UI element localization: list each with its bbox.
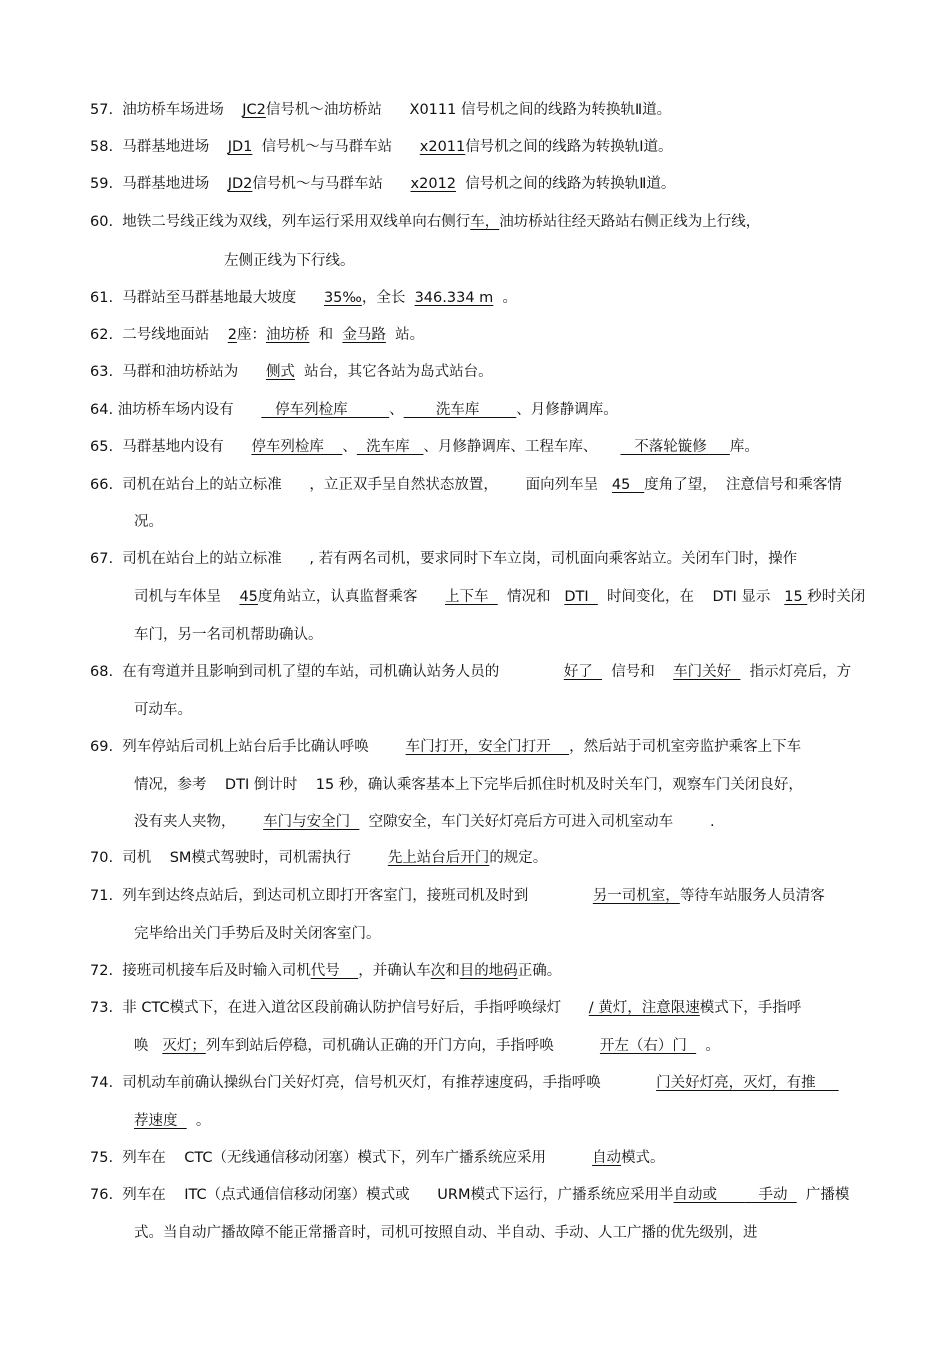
item-70: 70. 司机 SM模式驾驶时，司机需执行 先上站台后开门的规定。 [90, 850, 548, 866]
item-59: 59. 马群基地进场 JD2信号机～与马群车站 x2012 信号机之间的线路为转换轨Ⅱ道。 [90, 176, 676, 192]
item-61: 61. 马群站至马群基地最大坡度 35‰，全长 346.334 m 。 [90, 290, 517, 306]
item-69: 69. 列车停站后司机上站台后手比确认呼唤 车门打开，安全门打开 ，然后站于司机室旁监护乘客上下车 [90, 739, 802, 755]
item-76: 76. 列车在 ITC（点式通信信移动闭塞）模式或 URM模式下运行，广播系统应采用半自动或 手动 广播模 [90, 1187, 850, 1203]
item-66-cont: 况。 [134, 514, 163, 530]
item-69-cont: 情况，参考 DTI 倒计时 15 秒，确认乘客基本上下完毕后抓住时机及时关车门，观察车门关闭良好， [134, 777, 803, 793]
item-74: 74. 司机动车前确认操纵台门关好灯亮，信号机灭灯，有推荐速度码，手指呼唤 门关好灯亮，灭灯，有推 [90, 1075, 839, 1091]
item-74-cont: 荐速度 。 [134, 1113, 211, 1129]
item-73: 73. 非 CTC模式下，在进入道岔区段前确认防护信号好后，手指呼唤绿灯 / 黄灯，注意限速模式下，手指呼 [90, 1000, 802, 1016]
item-66: 66. 司机在站台上的站立标准 ，立正双手呈自然状态放置， 面向列车呈 45 度角了望， 注意信号和乘客情 [90, 477, 842, 493]
item-60-cont: 左侧正线为下行线。 [224, 253, 355, 269]
item-67: 67. 司机在站台上的站立标准 , 若有两名司机，要求同时下车立岗，司机面向乘客站立。关闭车门时，操作 [90, 551, 798, 567]
item-57: 57. 油坊桥车场进场 JC2信号机～油坊桥站 X0111 信号机之间的线路为转换轨Ⅱ道。 [90, 102, 672, 118]
item-60: 60. 地铁二号线正线为双线，列车运行采用双线单向右侧行车，油坊桥站往经天路站右侧正线为上行线， [90, 214, 761, 230]
item-72: 72. 接班司机接车后及时输入司机代号 ，并确认车次和目的地码正确。 [90, 963, 562, 979]
item-68: 68. 在有弯道并且影响到司机了望的车站，司机确认站务人员的 好了 信号和 车门关好 指示灯亮后，方 [90, 664, 852, 680]
item-67-cont2: 车门，另一名司机帮助确认。 [134, 627, 323, 643]
item-73-cont: 唤 灭灯；列车到站后停稳，司机确认正确的开门方向，手指呼唤 开左（右）门 。 [134, 1038, 720, 1054]
item-65: 65. 马群基地内设有 停车列检库 、 洗车库 、月修静调库、工程车库、 不落轮镟修 库。 [90, 439, 759, 455]
item-68-cont: 可动车。 [134, 702, 192, 718]
item-69-cont2: 没有夹人夹物， 车门与安全门 空隙安全，车门关好灯亮后方可进入司机室动车 . [134, 814, 715, 830]
item-75: 75. 列车在 CTC（无线通信移动闭塞）模式下，列车广播系统应采用 自动模式。 [90, 1150, 665, 1166]
item-58: 58. 马群基地进场 JD1 信号机～与马群车站 x2011信号机之间的线路为转换轨Ⅰ道。 [90, 139, 673, 155]
item-67-cont: 司机与车体呈 45度角站立，认真监督乘客 上下车 情况和 DTI 时间变化，在 DTI 显示 15 秒时关闭 [134, 589, 866, 605]
item-63: 63. 马群和油坊桥站为 侧式 站台，其它各站为岛式站台。 [90, 364, 493, 380]
item-64: 64. 油坊桥车场内设有 停车列检库 、 洗车库 、月修静调库。 [90, 402, 618, 418]
item-62: 62. 二号线地面站 2座：油坊桥 和 金马路 站。 [90, 327, 425, 343]
item-76-cont: 式。当自动广播故障不能正常播音时，司机可按照自动、半自动、手动、人工广播的优先级别，进 [134, 1225, 758, 1241]
item-71-cont: 完毕给出关门手势后及时关闭客室门。 [134, 926, 381, 942]
item-71: 71. 列车到达终点站后，到达司机立即打开客室门，接班司机及时到 另一司机室，等待车站服务人员清客 [90, 888, 825, 904]
